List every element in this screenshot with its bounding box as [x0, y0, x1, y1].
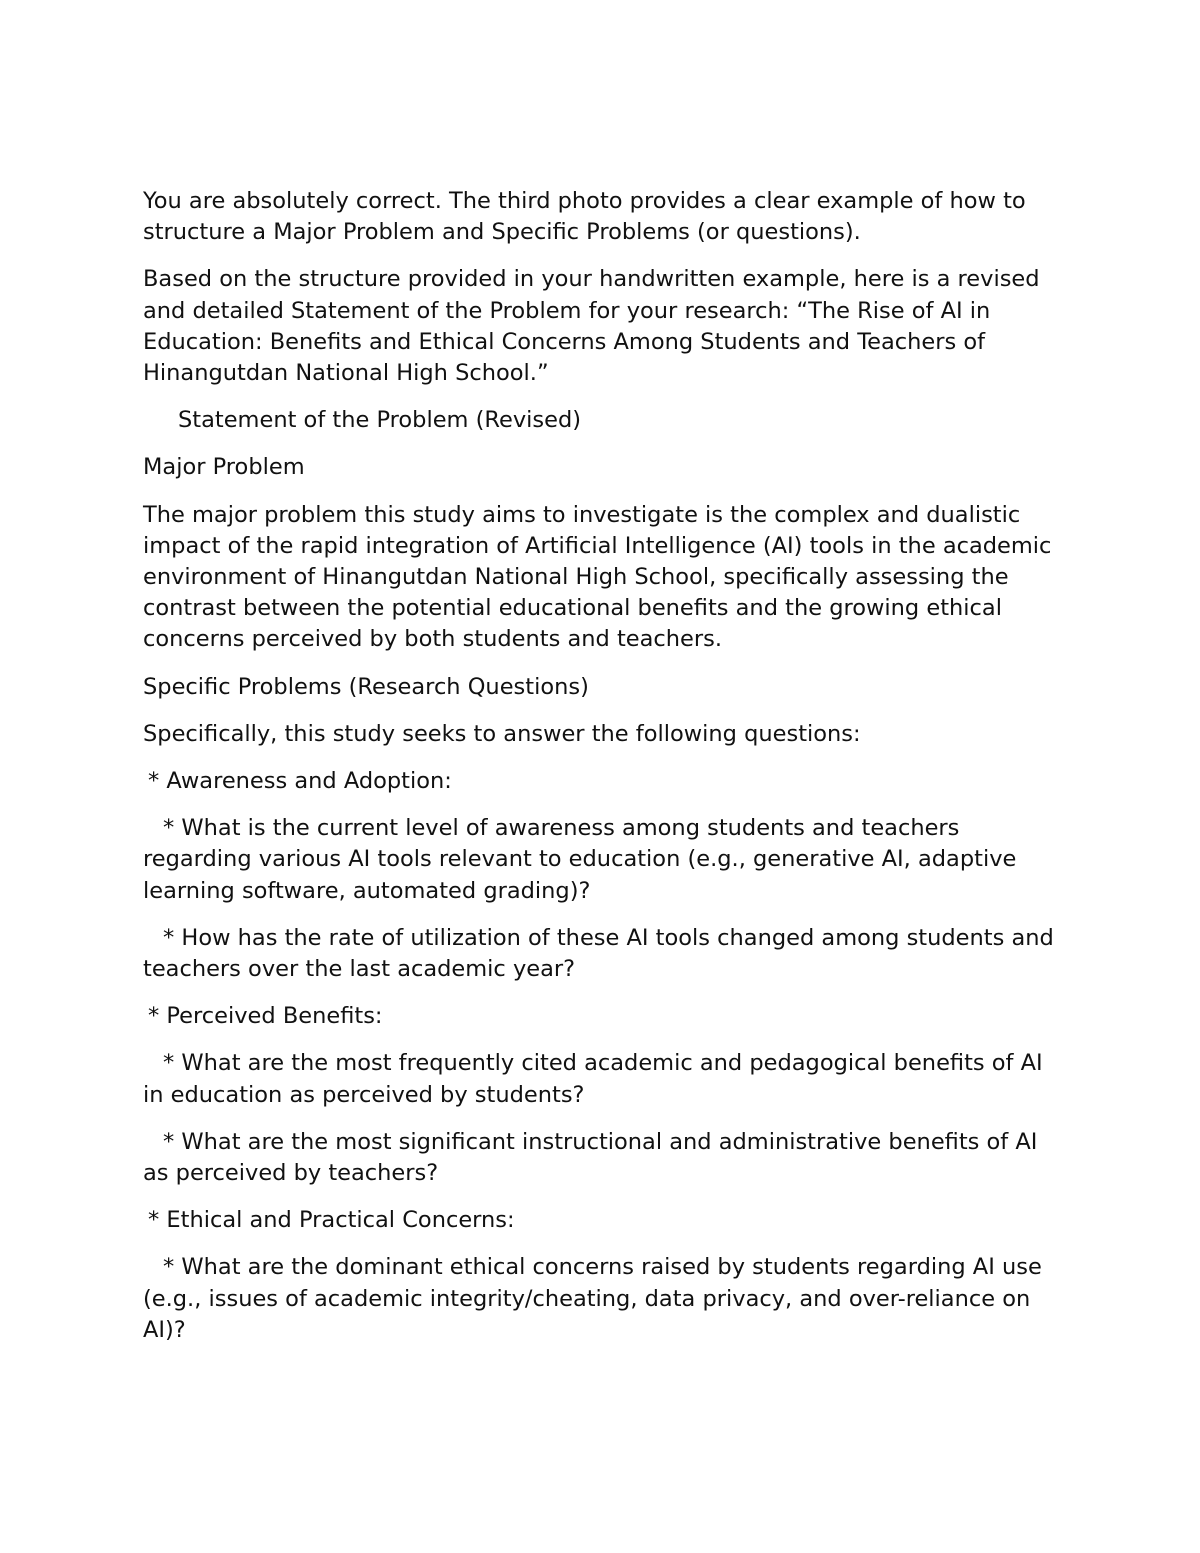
awareness-question-2: * How has the rate of utilization of these AI tools changed among students and teachers over the last academic year? [143, 924, 1054, 983]
major-problem-heading: Major Problem [143, 454, 305, 481]
benefits-question-2: * What are the most significant instructional and administrative benefits of AI as perceived by teachers? [143, 1128, 1038, 1187]
concerns-question-1: * What are the dominant ethical concerns raised by students regarding AI use (e.g., issues of academic integrity/cheating, data privacy, and over-reliance on AI)? [143, 1254, 1042, 1343]
benefits-heading: * Perceived Benefits: [148, 1003, 383, 1030]
intro-paragraph: You are absolutely correct. The third photo provides a clear example of how to structure a Major Problem and Specific Problems (or questions). [143, 188, 1026, 246]
major-problem-body: The major problem this study aims to investigate is the complex and dualistic impact of the rapid integration of Artificial Intelligence (AI) tools in the academic environment of Hinangutdan National High School, specifically assessing the contrast between the potential educational benefits and the growing ethical concerns perceived by both students and teachers. [143, 501, 1052, 653]
concerns-heading: * Ethical and Practical Concerns: [148, 1207, 515, 1234]
specific-problems-heading: Specific Problems (Research Questions) [143, 673, 589, 700]
awareness-question-1: * What is the current level of awareness among students and teachers regarding various AI tools relevant to education (e.g., generative AI, adaptive learning software, automated grading)? [143, 815, 1017, 904]
document-body [143, 186, 1068, 1362]
based-on-paragraph: Based on the structure provided in your handwritten example, here is a revised and detailed Statement of the Problem for your research: “The Rise of AI in Education: Benefits and Ethical Concerns Among Students and Teachers of Hinangutdan National High School.” [143, 266, 1040, 387]
benefits-question-1: * What are the most frequently cited academic and pedagogical benefits of AI in education as perceived by students? [143, 1050, 1043, 1108]
section-title: Statement of the Problem (Revised) [178, 407, 582, 434]
specific-problems-intro: Specifically, this study seeks to answer the following questions: [143, 720, 861, 747]
awareness-heading: * Awareness and Adoption: [148, 768, 452, 795]
